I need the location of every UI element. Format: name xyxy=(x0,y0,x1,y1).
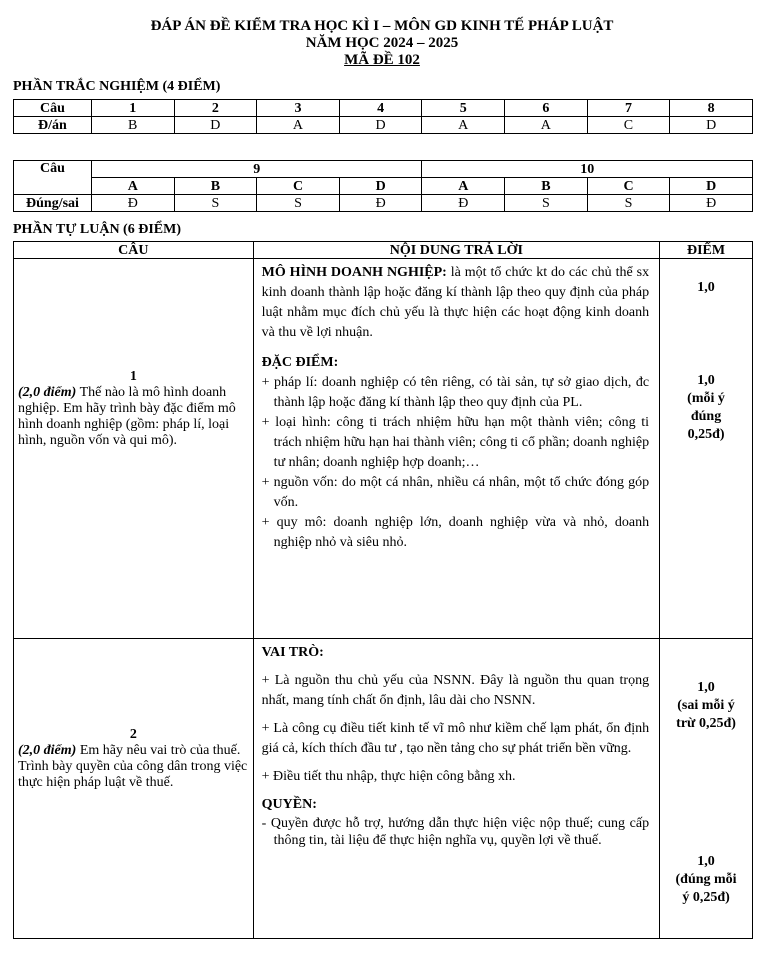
essay-row-2 xyxy=(14,639,753,939)
col-score: ĐIỂM xyxy=(660,242,753,259)
essay-section-title: PHẦN TỰ LUẬN (6 ĐIỂM) xyxy=(13,222,181,237)
score-note: ý 0,25đ) xyxy=(682,890,730,905)
mc-label-answer: Đ/án xyxy=(14,117,92,134)
tf-letter: A xyxy=(91,178,174,195)
score-2-cell xyxy=(660,639,753,939)
tf-letter: A xyxy=(422,178,505,195)
tf-answer: Đ xyxy=(422,195,505,212)
tf-label-question: Câu xyxy=(14,161,92,195)
tf-answer: S xyxy=(505,195,588,212)
tf-answer: S xyxy=(174,195,257,212)
score-note: (sai mỗi ý xyxy=(677,698,735,713)
tf-label-answer: Đúng/sai xyxy=(14,195,92,212)
doc-title: ĐÁP ÁN ĐỀ KIỂM TRA HỌC KÌ I – MÔN GD KINH TẾ PHÁP LUẬT xyxy=(150,18,614,34)
tf-answer: S xyxy=(587,195,670,212)
mc-q: 7 xyxy=(587,100,670,117)
mc-a: A xyxy=(422,117,505,134)
essay-header-row xyxy=(14,242,753,259)
tf-letter: C xyxy=(257,178,340,195)
essay-row-1 xyxy=(14,259,753,639)
mc-q: 8 xyxy=(670,100,753,117)
answer-heading: VAI TRÒ: xyxy=(261,645,324,660)
tf-answer: Đ xyxy=(91,195,174,212)
mc-a: D xyxy=(339,117,422,134)
school-year: NĂM HỌC 2024 – 2025 xyxy=(305,35,459,51)
question-1-cell xyxy=(14,259,254,639)
tf-letter: D xyxy=(339,178,422,195)
tf-answer: Đ xyxy=(339,195,422,212)
question-points: (2,0 điểm) xyxy=(18,743,77,758)
mc-question-row xyxy=(14,100,753,117)
answer-item: + Là nguồn thu chủ yếu của NSNN. Đây là nguồn thu quan trọng nhất, mang tính chất ổn định, lâu dài cho NSNN. xyxy=(261,673,650,708)
question-points: (2,0 điểm) xyxy=(18,385,77,400)
answer-item: + nguồn vốn: do một cá nhân, nhiều cá nhân, một tổ chức đóng góp vốn. xyxy=(261,475,650,510)
tf-q10: 10 xyxy=(422,161,753,178)
answer-item: + pháp lí: doanh nghiệp có tên riêng, có tài sản, tự sở giao dịch, đc thành lập hoặc đăng kí thành lập theo quy định của PL. xyxy=(261,375,650,410)
question-text: Em hãy nêu vai trò của thuế. Trình bày quyền của công dân trong việc thực hiện pháp luật về thuế. xyxy=(18,743,248,790)
mc-a: C xyxy=(587,117,670,134)
tf-answer-row xyxy=(14,195,753,212)
question-number: 1 xyxy=(129,369,137,384)
tf-letter: C xyxy=(587,178,670,195)
answer-1-cell xyxy=(253,259,659,639)
answer-2-cell xyxy=(253,639,659,939)
tf-header-row xyxy=(14,161,753,178)
answer-item: + Điều tiết thu nhập, thực hiện công bằng xh. xyxy=(261,769,516,784)
question-number: 2 xyxy=(129,727,137,742)
question-2-cell xyxy=(14,639,254,939)
col-question: CÂU xyxy=(14,242,254,259)
mc-q: 6 xyxy=(505,100,588,117)
score-note: trừ 0,25đ) xyxy=(676,716,736,731)
score-1-cell xyxy=(660,259,753,639)
mc-q: 1 xyxy=(91,100,174,117)
essay-table xyxy=(13,241,753,939)
mc-a: D xyxy=(670,117,753,134)
mc-q: 4 xyxy=(339,100,422,117)
score-value: 1,0 xyxy=(697,854,715,869)
answer-item: + quy mô: doanh nghiệp lớn, doanh nghiệp vừa và nhỏ, doanh nghiệp nhỏ và siêu nhỏ. xyxy=(261,515,650,550)
answer-item: + loại hình: công ti trách nhiệm hữu hạn một thành viên; công ti trách nhiệm hữu hạn hai thành viên; công ti cổ phần; doanh nghiệp tư nhân; doanh nghiệp hợp doanh;… xyxy=(261,415,650,470)
mc-label-question: Câu xyxy=(14,100,92,117)
tf-letter: B xyxy=(505,178,588,195)
tf-letter-row xyxy=(14,178,753,195)
col-content: NỘI DUNG TRẢ LỜI xyxy=(253,242,659,259)
score-note: (mỗi ý xyxy=(687,391,725,406)
score-value: 1,0 xyxy=(697,280,715,295)
answer-text: là một tổ chức kt do các chủ thể sx kinh doanh thành lập hoặc đăng kí thành lập theo quy định của pháp luật nhằm mục đích chủ yếu là thực hiện các hoạt động kinh doanh và thu về lợi nhuận. xyxy=(261,265,650,340)
score-note: đúng xyxy=(690,409,722,424)
mc-a: A xyxy=(257,117,340,134)
mc-q: 2 xyxy=(174,100,257,117)
answer-heading: QUYỀN: xyxy=(261,797,317,812)
answer-heading: MÔ HÌNH DOANH NGHIỆP: xyxy=(261,265,447,280)
tf-answer: Đ xyxy=(670,195,753,212)
mc-q: 3 xyxy=(257,100,340,117)
truefalse-table xyxy=(13,160,753,212)
exam-code: MÃ ĐỀ 102 xyxy=(344,52,420,68)
tf-letter: D xyxy=(670,178,753,195)
mc-a: B xyxy=(91,117,174,134)
mc-answer-table xyxy=(13,99,753,134)
mc-answer-row xyxy=(14,117,753,134)
answer-item: + Là công cụ điều tiết kinh tế vĩ mô như kiềm chế lạm phát, ổn định giá cả, kích thích đầu tư , tạo nền tảng cho sự phát triển bền vững. xyxy=(261,721,650,756)
mc-q: 5 xyxy=(422,100,505,117)
score-value: 1,0 xyxy=(697,680,715,695)
question-text: Thế nào là mô hình doanh nghiệp. Em hãy trình bày đặc điểm mô hình doanh nghiệp (gồm: pháp lí, loại hình, nguồn vốn và qui mô). xyxy=(18,385,236,448)
tf-q9: 9 xyxy=(91,161,422,178)
answer-heading: ĐẶC ĐIỂM: xyxy=(261,355,339,370)
mc-section-title: PHẦN TRẮC NGHIỆM (4 ĐIỂM) xyxy=(13,79,221,94)
mc-a: A xyxy=(505,117,588,134)
score-value: 1,0 xyxy=(697,373,715,388)
mc-a: D xyxy=(174,117,257,134)
tf-answer: S xyxy=(257,195,340,212)
score-note: 0,25đ) xyxy=(687,427,725,442)
score-note: (đúng mỗi xyxy=(675,872,737,887)
answer-item: - Quyền được hỗ trợ, hướng dẫn thực hiện việc nộp thuế; cung cấp thông tin, tài liệu để thực hiện nghĩa vụ, quyền lợi về thuế. xyxy=(261,816,650,848)
tf-letter: B xyxy=(174,178,257,195)
